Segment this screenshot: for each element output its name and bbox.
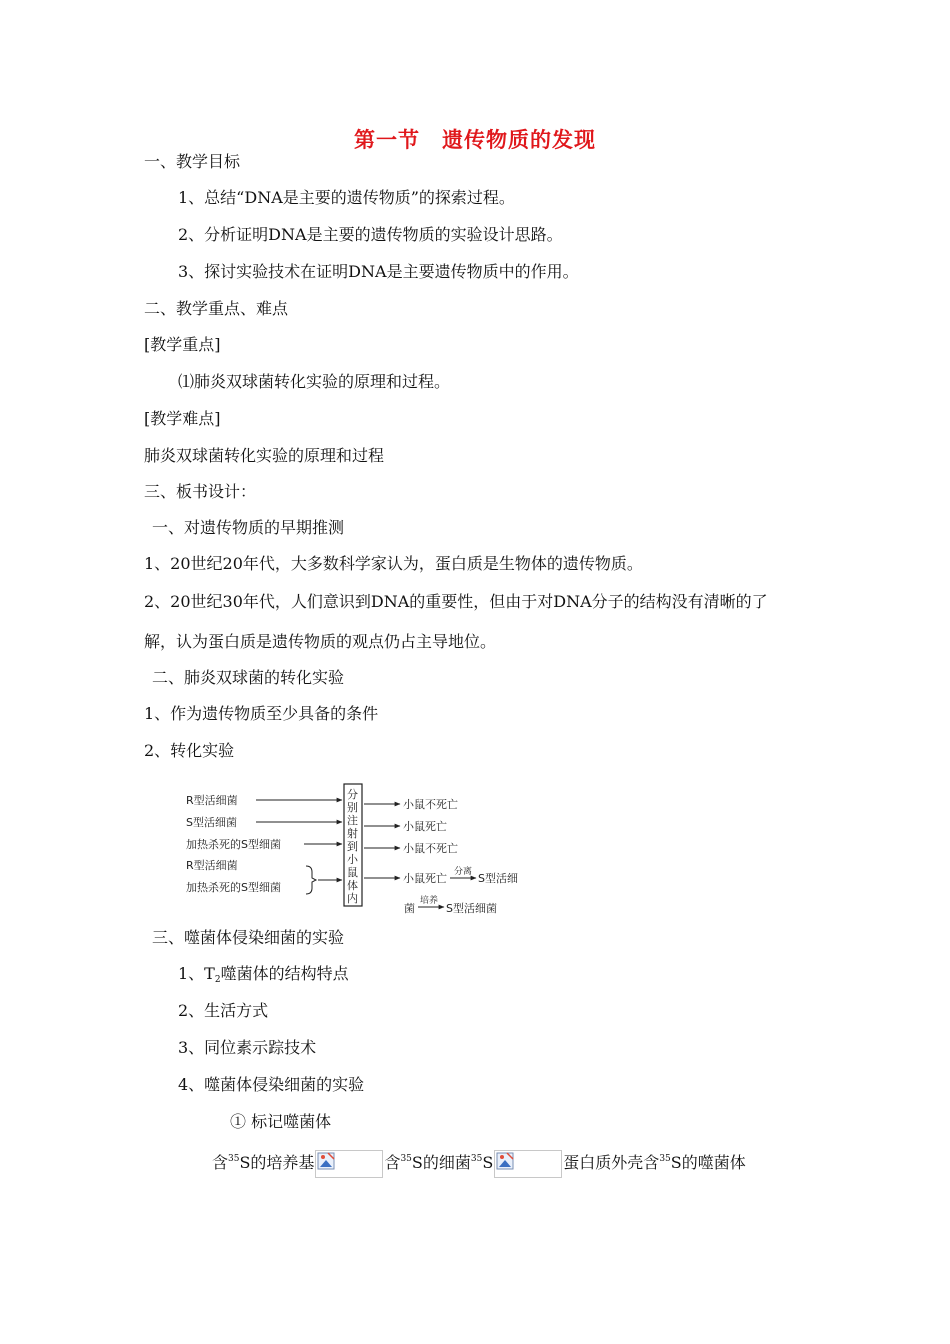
diagram-left-label: R型活细菌 [186, 794, 238, 807]
section-heading-objectives: 一、教学目标 [144, 152, 241, 171]
board-line-2-cont: 解，认为蛋白质是遗传物质的观点仍占主导地位。 [144, 632, 497, 651]
diagram-box-char: 体 [347, 879, 358, 892]
phage-item-1 [178, 964, 349, 990]
phage-item-4: 4、噬菌体侵染细菌的实验 [178, 1075, 365, 1094]
diagram-box-char: 分 [347, 788, 358, 801]
diagram-separate-result: S型活细 [478, 872, 518, 885]
diagram-left-label: 加热杀死的S型细菌 [186, 881, 281, 894]
formula-text: 蛋白质外壳含 [563, 1153, 660, 1172]
section-heading-board: 三、板书设计： [144, 482, 257, 501]
phage-item-3: 3、同位素示踪技术 [178, 1038, 317, 1057]
diagram-culture-label: 培养 [420, 896, 439, 906]
diagram-left-label: S型活细菌 [186, 816, 237, 829]
difficulty-text: 肺炎双球菌转化实验的原理和过程 [144, 446, 385, 465]
diagram-culture-result: S型活细菌 [446, 902, 497, 915]
diagram-brace [306, 866, 316, 894]
objective-1: 1、总结“DNA是主要的遗传物质”的探索过程。 [178, 188, 515, 207]
board-line-2: 2、20世纪30年代，人们意识到DNA的重要性，但由于对DNA分子的结构没有清晰的了 [144, 592, 768, 611]
diagram-result: 小鼠不死亡 [403, 798, 458, 811]
diagram-result: 小鼠死亡 [403, 820, 447, 833]
diagram-box-char: 到 [347, 840, 358, 853]
objective-3: 3、探讨实验技术在证明DNA是主要遗传物质中的作用。 [178, 262, 579, 281]
diagram-result: 小鼠不死亡 [403, 842, 458, 855]
board-heading-phage: 三、噬菌体侵染细菌的实验 [152, 928, 345, 947]
board-heading-transform: 二、肺炎双球菌的转化实验 [152, 668, 345, 687]
diagram-box-char: 射 [347, 827, 358, 840]
formula-superscript: 35 [659, 1154, 671, 1164]
phage-item-1-suffix: 噬菌体的结构特点 [220, 964, 349, 983]
phage-item-1-subscript: 2 [214, 975, 221, 985]
key-point-label: [教学重点] [144, 335, 221, 354]
diagram-box-char: 鼠 [347, 866, 358, 879]
formula-text: S的噬菌体 [670, 1153, 746, 1172]
phage-step-1: ① 标记噬菌体 [230, 1112, 332, 1131]
formula-superscript: 35 [400, 1154, 412, 1164]
diagram-left-label: 加热杀死的S型细菌 [186, 838, 281, 851]
formula-text: 含 [384, 1153, 401, 1172]
diagram-box-char: 内 [347, 892, 358, 905]
formula-text: S的细菌 [411, 1153, 471, 1172]
diagram-culture-prefix: 菌 [404, 902, 415, 915]
formula-text: S [482, 1153, 494, 1172]
difficulty-label: [教学难点] [144, 409, 221, 428]
labeling-formula [212, 1149, 746, 1178]
formula-text: S的培养基 [239, 1153, 315, 1172]
formula-superscript: 35 [470, 1154, 483, 1164]
phage-item-1-prefix: 1、T [178, 964, 215, 983]
diagram-box-char: 别 [347, 801, 358, 814]
broken-image-icon [315, 1150, 383, 1178]
formula-text: 含 [212, 1153, 229, 1172]
objective-2: 2、分析证明DNA是主要的遗传物质的实验设计思路。 [178, 225, 563, 244]
board-heading-early: 一、对遗传物质的早期推测 [152, 518, 345, 537]
diagram-box-char: 小 [347, 853, 358, 866]
diagram-box-char: 注 [347, 814, 358, 827]
formula-superscript: 35 [228, 1154, 240, 1164]
board-line-1: 1、20世纪20年代，大多数科学家认为，蛋白质是生物体的遗传物质。 [144, 554, 643, 573]
section-heading-key-points: 二、教学重点、难点 [144, 299, 289, 318]
page-title: 第一节 遗传物质的发现 [354, 127, 596, 152]
diagram-separate-label: 分离 [454, 867, 473, 877]
phage-item-2: 2、生活方式 [178, 1001, 269, 1020]
key-point-text: ⑴肺炎双球菌转化实验的原理和过程。 [178, 372, 451, 391]
transformation-diagram [178, 780, 538, 920]
diagram-result: 小鼠死亡 [403, 872, 447, 885]
transform-item-2: 2、转化实验 [144, 741, 235, 760]
broken-image-icon [494, 1150, 562, 1178]
diagram-left-label: R型活细菌 [186, 859, 238, 872]
transform-item-1: 1、作为遗传物质至少具备的条件 [144, 704, 379, 723]
